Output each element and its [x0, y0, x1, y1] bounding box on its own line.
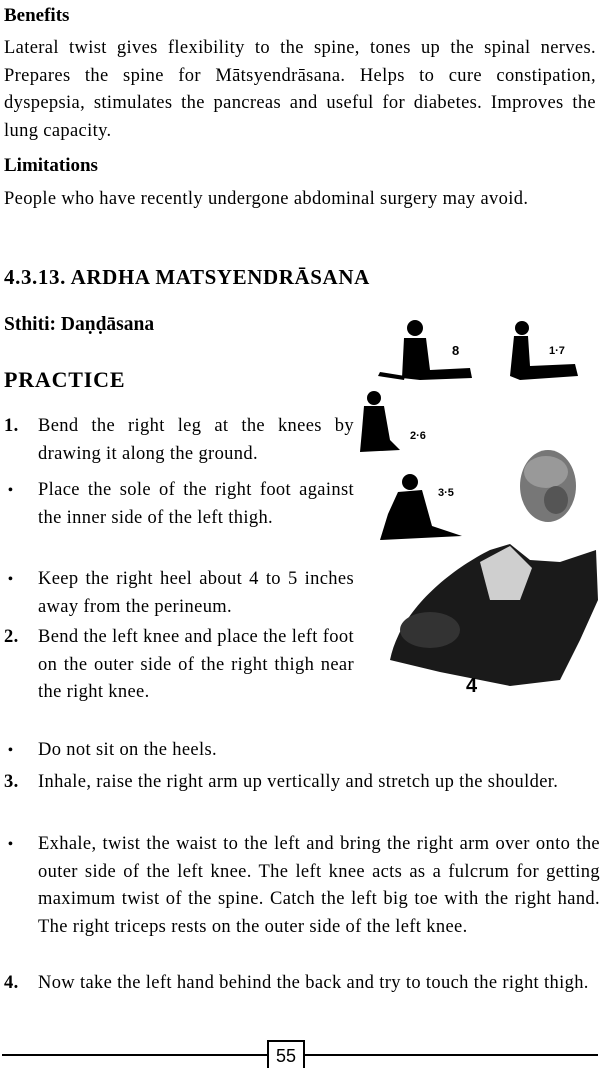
- pose-illustrations: [360, 300, 600, 700]
- figure-label: 1·7: [549, 345, 565, 357]
- figure-pose-3-5: [380, 474, 462, 540]
- face-photo: [520, 450, 576, 522]
- step-text: Place the sole of the right foot against the inner side of the left thigh.: [38, 480, 354, 528]
- step-item: [4, 566, 354, 621]
- step-marker: 2.: [4, 627, 19, 647]
- footer-rule-right: [303, 1054, 598, 1056]
- footer-rule-left: [2, 1054, 267, 1056]
- benefits-heading: Benefits: [4, 5, 70, 26]
- step-text: Inhale, raise the right arm up vertically and stretch up the shoulder.: [38, 772, 559, 792]
- limitations-text: People who have recently undergone abdominal surgery may avoid.: [4, 189, 529, 209]
- bullet-marker: •: [8, 743, 14, 758]
- step-marker: 4.: [4, 973, 19, 993]
- step-item: [4, 970, 600, 998]
- step-item: [4, 477, 354, 532]
- step-text: Bend the right leg at the knees by drawing it along the ground.: [38, 416, 354, 464]
- step-text: Bend the left knee and place the left foot on the outer side of the right thigh near the right knee.: [38, 627, 354, 702]
- figure-label: 2·6: [410, 430, 426, 442]
- step-text: Now take the left hand behind the back and try to touch the right thigh.: [38, 973, 589, 993]
- figure-pose-2-6: [360, 391, 400, 452]
- bullet-marker: •: [8, 837, 14, 852]
- figure-label: 8: [452, 343, 460, 358]
- figure-label: 3·5: [438, 487, 454, 499]
- step-item: [4, 831, 600, 941]
- bullet-marker: •: [8, 483, 14, 498]
- limitations-heading: Limitations: [4, 155, 98, 176]
- figure-pose-1-7: [510, 321, 578, 380]
- sthiti-value: Daṇḍāsana: [60, 314, 155, 335]
- practice-heading: PRACTICE: [4, 367, 126, 392]
- sthiti-label: Sthiti:: [4, 314, 57, 335]
- step-marker: 1.: [4, 416, 19, 436]
- bullet-marker: •: [8, 572, 14, 587]
- step-item: [4, 769, 600, 797]
- step-text: Do not sit on the heels.: [38, 740, 217, 760]
- page-number: 55: [267, 1040, 305, 1068]
- step-item: [4, 624, 354, 707]
- step-item: [4, 413, 354, 468]
- step-marker: 3.: [4, 772, 19, 792]
- pose-4-photo: [390, 544, 598, 686]
- benefits-text: Lateral twist gives flexibility to the spine, tones up the spinal nerves. Prepares the spine for Mātsyendrāsana. Helps to cure constipation, dyspepsia, stimulates the pancreas and useful for diabetes. Improves the lung capacity.: [4, 38, 596, 141]
- step-item: [4, 737, 600, 765]
- step-text: Exhale, twist the waist to the left and bring the right arm over onto the outer side of the left knee. The left knee acts as a fulcrum for getting maximum twist of the spine. Catch the left big toe with the right hand. The right triceps rests on the outer side of the left knee.: [38, 834, 600, 937]
- section-title: 4.3.13. ARDHA MATSYENDRĀSANA: [4, 265, 370, 289]
- step-text: Keep the right heel about 4 to 5 inches away from the perineum.: [38, 569, 354, 617]
- figure-label: 4: [466, 675, 478, 697]
